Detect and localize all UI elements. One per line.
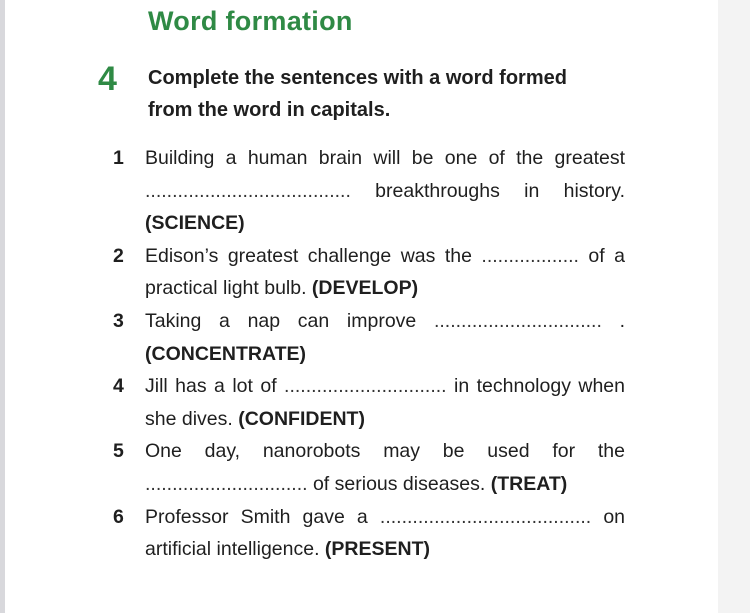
sentence-text-before: Jill has a lot of <box>145 375 285 398</box>
section-title: Word formation <box>148 6 353 36</box>
capitals-cue-word: (TREAT) <box>490 472 568 495</box>
item-number: 3 <box>113 309 124 332</box>
right-edge-strip <box>718 0 750 613</box>
answer-blank: ............................... <box>433 309 602 332</box>
item-number: 2 <box>113 244 124 267</box>
capitals-cue-word: (DEVELOP) <box>311 277 419 300</box>
sentence-text-after: on artificial intelligence. <box>145 505 626 561</box>
sentence-text-before: Edison’s greatest challenge was the <box>145 244 482 267</box>
sentence-text-after: in technology when she dives. <box>145 375 625 430</box>
sentence-text-after: breakthroughs in history. <box>350 179 625 202</box>
sentence-text-before: Professor Smith gave a <box>145 505 380 528</box>
sentence-text-before: Building a human brain will be one of the greatest <box>145 147 625 169</box>
item-number: 6 <box>113 505 124 528</box>
capitals-cue-word: (CONFIDENT) <box>238 407 365 430</box>
answer-blank: .............................. <box>145 472 308 495</box>
capitals-cue-word: (SCIENCE) <box>145 212 245 235</box>
exercise-number: 4 <box>98 60 117 98</box>
sentence-text-after: of serious diseases. <box>307 472 491 495</box>
answer-blank: .............................. <box>284 375 447 398</box>
sentence-list <box>113 142 625 566</box>
answer-blank: ...................................... <box>145 179 351 202</box>
exercise-instruction: Complete the sentences with a word formed from the word in capitals. <box>148 67 567 121</box>
item-number: 5 <box>113 440 124 463</box>
left-edge-strip <box>0 0 5 613</box>
sentence-item-1 <box>113 142 625 240</box>
sentence-text-after: of a practical light bulb. <box>145 244 625 300</box>
sentence-text-before: Taking a nap can improve <box>145 309 434 332</box>
item-number: 1 <box>113 147 124 169</box>
sentence-item-5 <box>113 435 625 500</box>
answer-blank: ....................................... <box>379 505 592 528</box>
answer-blank: .................. <box>481 244 579 267</box>
sentence-text-after: . <box>601 309 625 332</box>
capitals-cue-word: (CONCENTRATE) <box>145 342 307 365</box>
item-number: 4 <box>113 375 124 398</box>
sentence-item-6 <box>113 501 625 566</box>
sentence-item-3 <box>113 305 625 370</box>
capitals-cue-word: (PRESENT) <box>324 538 431 561</box>
sentence-item-2 <box>113 240 625 305</box>
sentence-text-before: One day, nanorobots may be used for the <box>145 440 625 463</box>
sentence-item-4 <box>113 370 625 435</box>
